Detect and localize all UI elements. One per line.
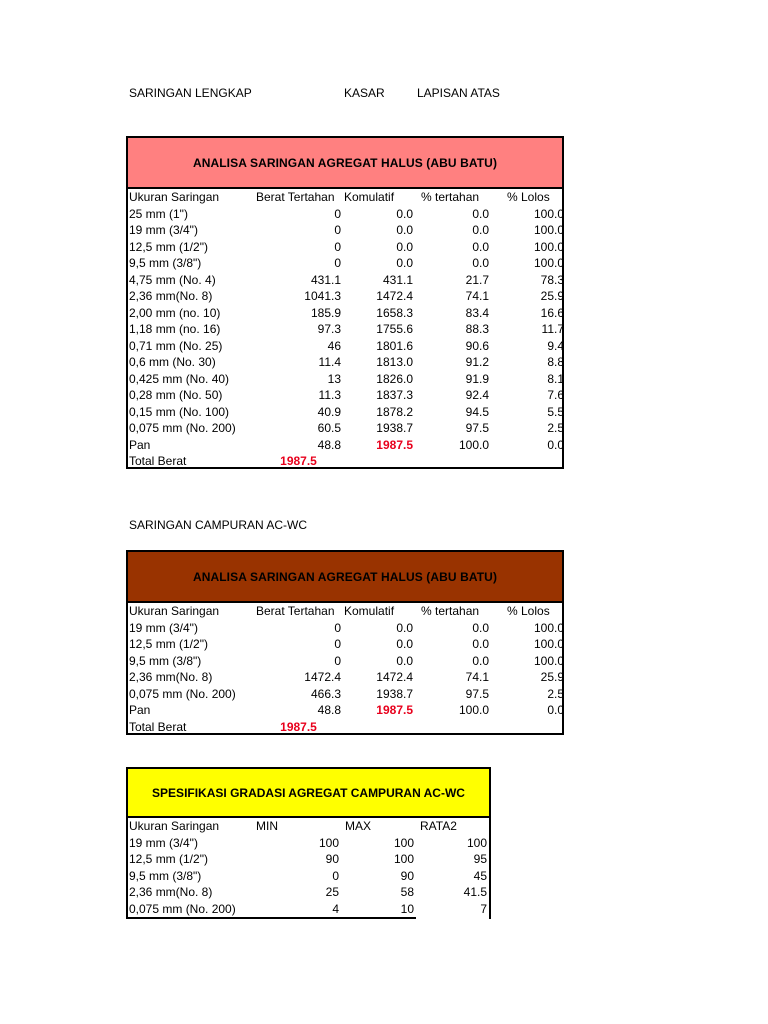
value-cell: 94.5 <box>465 404 489 419</box>
table-row <box>128 387 566 404</box>
value-cell: 13 <box>327 371 341 386</box>
sieve-size-cell: 19 mm (3/4") <box>129 223 198 237</box>
value-cell: 0.0 <box>472 256 489 270</box>
value-cell: 1755.6 <box>376 322 413 336</box>
column-header: Berat Tertahan <box>256 190 335 204</box>
table-title: SPESIFIKASI GRADASI AGREGAT CAMPURAN AC-WC <box>126 767 491 818</box>
value-cell: 58 <box>400 885 414 899</box>
table-row <box>128 288 566 305</box>
value-cell: 0.0 <box>472 239 489 254</box>
value-cell: 431.1 <box>382 272 413 287</box>
value-cell: 8.1 <box>547 371 564 386</box>
sieve-size-cell: 2,00 mm (no. 10) <box>129 305 221 320</box>
table-row <box>128 206 566 223</box>
value-cell: 1938.7 <box>376 421 413 435</box>
value-cell: 83.4 <box>465 305 489 320</box>
value-cell: 0.0 <box>396 239 413 254</box>
sieve-size-cell: 1,18 mm (no. 16) <box>129 322 221 336</box>
table-row <box>128 884 489 901</box>
value-cell: 100 <box>318 835 339 850</box>
table-row <box>128 255 566 272</box>
table-row <box>128 371 566 388</box>
value-cell: 185.9 <box>310 305 341 320</box>
value-cell: 0.0 <box>396 256 413 270</box>
value-cell: 100.0 <box>533 620 564 635</box>
sieve-size-cell: 2,36 mm(No. 8) <box>129 289 213 303</box>
sieve-size-cell: 0,6 mm (No. 30) <box>129 355 216 369</box>
label-saringan-lengkap: SARINGAN LENGKAP <box>129 86 252 100</box>
table-row <box>128 686 566 703</box>
value-cell: 0.0 <box>396 206 413 221</box>
value-cell: 21.7 <box>465 272 489 287</box>
sieve-size-cell: 0,075 mm (No. 200) <box>129 901 236 916</box>
value-cell: 1658.3 <box>376 305 413 320</box>
value-cell: 0 <box>334 256 341 270</box>
value-cell: 60.5 <box>317 421 341 435</box>
value-cell: 90.6 <box>465 338 489 353</box>
value-cell: 431.1 <box>310 272 341 287</box>
value-cell: 100.0 <box>533 239 564 254</box>
empty-cell <box>343 453 415 470</box>
sieve-size-cell: 12,5 mm (1/2") <box>129 239 208 254</box>
column-header: % tertahan <box>421 190 480 204</box>
value-cell: 1987.5 <box>376 437 413 452</box>
value-cell: 100.0 <box>533 653 564 668</box>
value-cell: 100.0 <box>533 223 564 237</box>
table-row <box>128 272 566 289</box>
sieve-size-cell: 0,075 mm (No. 200) <box>129 421 236 435</box>
value-cell: 100 <box>466 835 487 850</box>
table-row <box>128 835 489 852</box>
value-cell: 9.4 <box>547 338 564 353</box>
value-cell: 100.0 <box>458 437 489 452</box>
value-cell: 92.4 <box>465 388 489 402</box>
value-cell: 16.6 <box>540 305 564 320</box>
value-cell: 7 <box>480 901 487 916</box>
table-row <box>128 437 566 454</box>
total-value: 1987.5 <box>280 454 317 468</box>
value-cell: 100 <box>393 835 414 850</box>
column-header: Ukuran Saringan <box>129 819 220 833</box>
table-row <box>128 222 566 239</box>
value-cell: 1813.0 <box>376 355 413 369</box>
table-row <box>128 420 566 437</box>
table-row <box>128 868 489 885</box>
value-cell: 2.5 <box>547 421 564 435</box>
label-kasar: KASAR <box>344 86 385 100</box>
total-label: Total Berat <box>129 454 187 468</box>
value-cell: 0.0 <box>472 223 489 237</box>
value-cell: 0 <box>334 206 341 221</box>
table-row <box>128 901 489 918</box>
empty-cell <box>415 719 491 736</box>
sieve-size-cell: 2,36 mm(No. 8) <box>129 885 213 899</box>
value-cell: 45 <box>473 868 487 883</box>
sieve-size-cell: 9,5 mm (3/8") <box>129 868 202 883</box>
value-cell: 0.0 <box>396 637 413 651</box>
value-cell: 0.0 <box>547 703 564 717</box>
value-cell: 11.7 <box>541 322 564 336</box>
value-cell: 46 <box>327 338 341 353</box>
empty-cell <box>415 453 491 470</box>
value-cell: 1878.2 <box>376 404 413 419</box>
column-header: Komulatif <box>344 604 395 618</box>
sieve-size-cell: 9,5 mm (3/8") <box>129 256 202 270</box>
value-cell: 91.9 <box>465 371 489 386</box>
value-cell: 97.5 <box>465 421 489 435</box>
value-cell: 1472.4 <box>376 670 413 684</box>
value-cell: 0.0 <box>472 653 489 668</box>
sieve-table <box>128 603 566 735</box>
column-header: RATA2 <box>420 819 457 833</box>
table-row <box>128 653 566 670</box>
total-value: 1987.5 <box>280 719 317 734</box>
table-row <box>128 321 566 338</box>
column-header: Ukuran Saringan <box>129 604 220 618</box>
value-cell: 91.2 <box>465 355 489 369</box>
value-cell: 7.6 <box>547 388 564 402</box>
table-header-row <box>128 818 489 835</box>
value-cell: 25.9 <box>540 289 564 303</box>
spec-table <box>128 818 489 917</box>
sieve-size-cell: 25 mm (1") <box>129 206 188 221</box>
sieve-size-cell: Pan <box>129 437 151 452</box>
value-cell: 10 <box>400 901 414 916</box>
value-cell: 1826.0 <box>376 371 413 386</box>
empty-cell <box>491 719 566 736</box>
sieve-size-cell: 4,75 mm (No. 4) <box>129 272 216 287</box>
empty-cell <box>343 719 415 736</box>
value-cell: 0 <box>334 653 341 668</box>
value-cell: 25.9 <box>540 670 564 684</box>
table-row <box>128 702 566 719</box>
sieve-table <box>128 189 566 470</box>
table-row <box>128 620 566 637</box>
table-row <box>128 305 566 322</box>
table-title: ANALISA SARINGAN AGREGAT HALUS (ABU BATU) <box>128 552 562 603</box>
sieve-size-cell: 19 mm (3/4") <box>129 620 198 635</box>
value-cell: 0 <box>334 223 341 237</box>
value-cell: 74.1 <box>465 670 489 684</box>
value-cell: 1938.7 <box>376 686 413 701</box>
value-cell: 100.0 <box>533 206 564 221</box>
table-row <box>128 851 489 868</box>
sieve-size-cell: Pan <box>129 703 151 717</box>
value-cell: 11.3 <box>318 388 341 402</box>
sieve-size-cell: 12,5 mm (1/2") <box>129 852 208 866</box>
value-cell: 4 <box>332 901 339 916</box>
bottom-rule <box>126 917 416 919</box>
value-cell: 0 <box>334 620 341 635</box>
value-cell: 100 <box>393 852 414 866</box>
value-cell: 90 <box>325 852 339 866</box>
sieve-size-cell: 0,28 mm (No. 50) <box>129 388 223 402</box>
table-row <box>128 636 566 653</box>
sieve-size-cell: 9,5 mm (3/8") <box>129 653 202 668</box>
column-header: % Lolos <box>507 604 550 618</box>
table-analisa-lengkap <box>126 136 564 469</box>
value-cell: 0.0 <box>472 206 489 221</box>
table-header-row <box>128 603 566 620</box>
value-cell: 2.5 <box>547 686 564 701</box>
sieve-size-cell: 19 mm (3/4") <box>129 835 198 850</box>
column-header: % tertahan <box>421 604 480 618</box>
value-cell: 1837.3 <box>376 388 413 402</box>
label-saringan-campuran: SARINGAN CAMPURAN AC-WC <box>129 518 308 532</box>
table-row <box>128 239 566 256</box>
value-cell: 97.5 <box>465 686 489 701</box>
value-cell: 466.3 <box>310 686 341 701</box>
value-cell: 100.0 <box>533 637 564 651</box>
table-row <box>128 669 566 686</box>
table-title: ANALISA SARINGAN AGREGAT HALUS (ABU BATU) <box>128 138 562 189</box>
value-cell: 100.0 <box>533 256 564 270</box>
table-header-row <box>128 189 566 206</box>
value-cell: 40.9 <box>317 404 341 419</box>
value-cell: 0.0 <box>547 437 564 452</box>
value-cell: 1987.5 <box>376 703 413 717</box>
value-cell: 88.3 <box>465 322 489 336</box>
sieve-size-cell: 0,71 mm (No. 25) <box>129 338 223 353</box>
empty-cell <box>491 453 566 470</box>
value-cell: 1801.6 <box>376 338 413 353</box>
value-cell: 8.8 <box>547 355 564 369</box>
column-header: MAX <box>345 819 372 833</box>
column-header: Ukuran Saringan <box>129 190 220 204</box>
table-row <box>128 354 566 371</box>
value-cell: 0.0 <box>472 620 489 635</box>
value-cell: 0 <box>334 637 341 651</box>
value-cell: 25 <box>325 885 339 899</box>
total-label: Total Berat <box>129 719 187 734</box>
value-cell: 5.5 <box>547 404 564 419</box>
table-spesifikasi <box>126 767 491 919</box>
table-row <box>128 338 566 355</box>
sieve-size-cell: 2,36 mm(No. 8) <box>129 670 213 684</box>
value-cell: 1472.4 <box>304 670 341 684</box>
sieve-size-cell: 0,15 mm (No. 100) <box>129 404 230 419</box>
column-header: Komulatif <box>344 190 395 204</box>
value-cell: 0 <box>334 239 341 254</box>
value-cell: 0 <box>332 868 339 883</box>
sieve-size-cell: 0,425 mm (No. 40) <box>129 371 230 386</box>
value-cell: 0.0 <box>396 653 413 668</box>
label-lapisan-atas: LAPISAN ATAS <box>417 86 500 100</box>
value-cell: 11.4 <box>318 355 341 369</box>
total-row <box>128 719 566 736</box>
value-cell: 1472.4 <box>376 289 413 303</box>
value-cell: 48.8 <box>317 437 341 452</box>
value-cell: 74.1 <box>465 289 489 303</box>
value-cell: 0.0 <box>396 223 413 237</box>
value-cell: 0.0 <box>472 637 489 651</box>
value-cell: 78.3 <box>540 272 564 287</box>
value-cell: 97.3 <box>317 322 341 336</box>
column-header: Berat Tertahan <box>256 604 335 618</box>
value-cell: 100.0 <box>458 703 489 717</box>
sieve-size-cell: 0,075 mm (No. 200) <box>129 686 236 701</box>
sieve-size-cell: 12,5 mm (1/2") <box>129 637 208 651</box>
column-header: MIN <box>256 819 278 833</box>
value-cell: 95 <box>473 852 487 866</box>
table-analisa-campuran <box>126 550 564 735</box>
value-cell: 90 <box>400 868 414 883</box>
column-header: % Lolos <box>507 190 550 204</box>
table-row <box>128 404 566 421</box>
value-cell: 0.0 <box>396 620 413 635</box>
value-cell: 48.8 <box>317 703 341 717</box>
total-row <box>128 453 566 470</box>
value-cell: 1041.3 <box>304 289 341 303</box>
value-cell: 41.5 <box>463 885 487 899</box>
